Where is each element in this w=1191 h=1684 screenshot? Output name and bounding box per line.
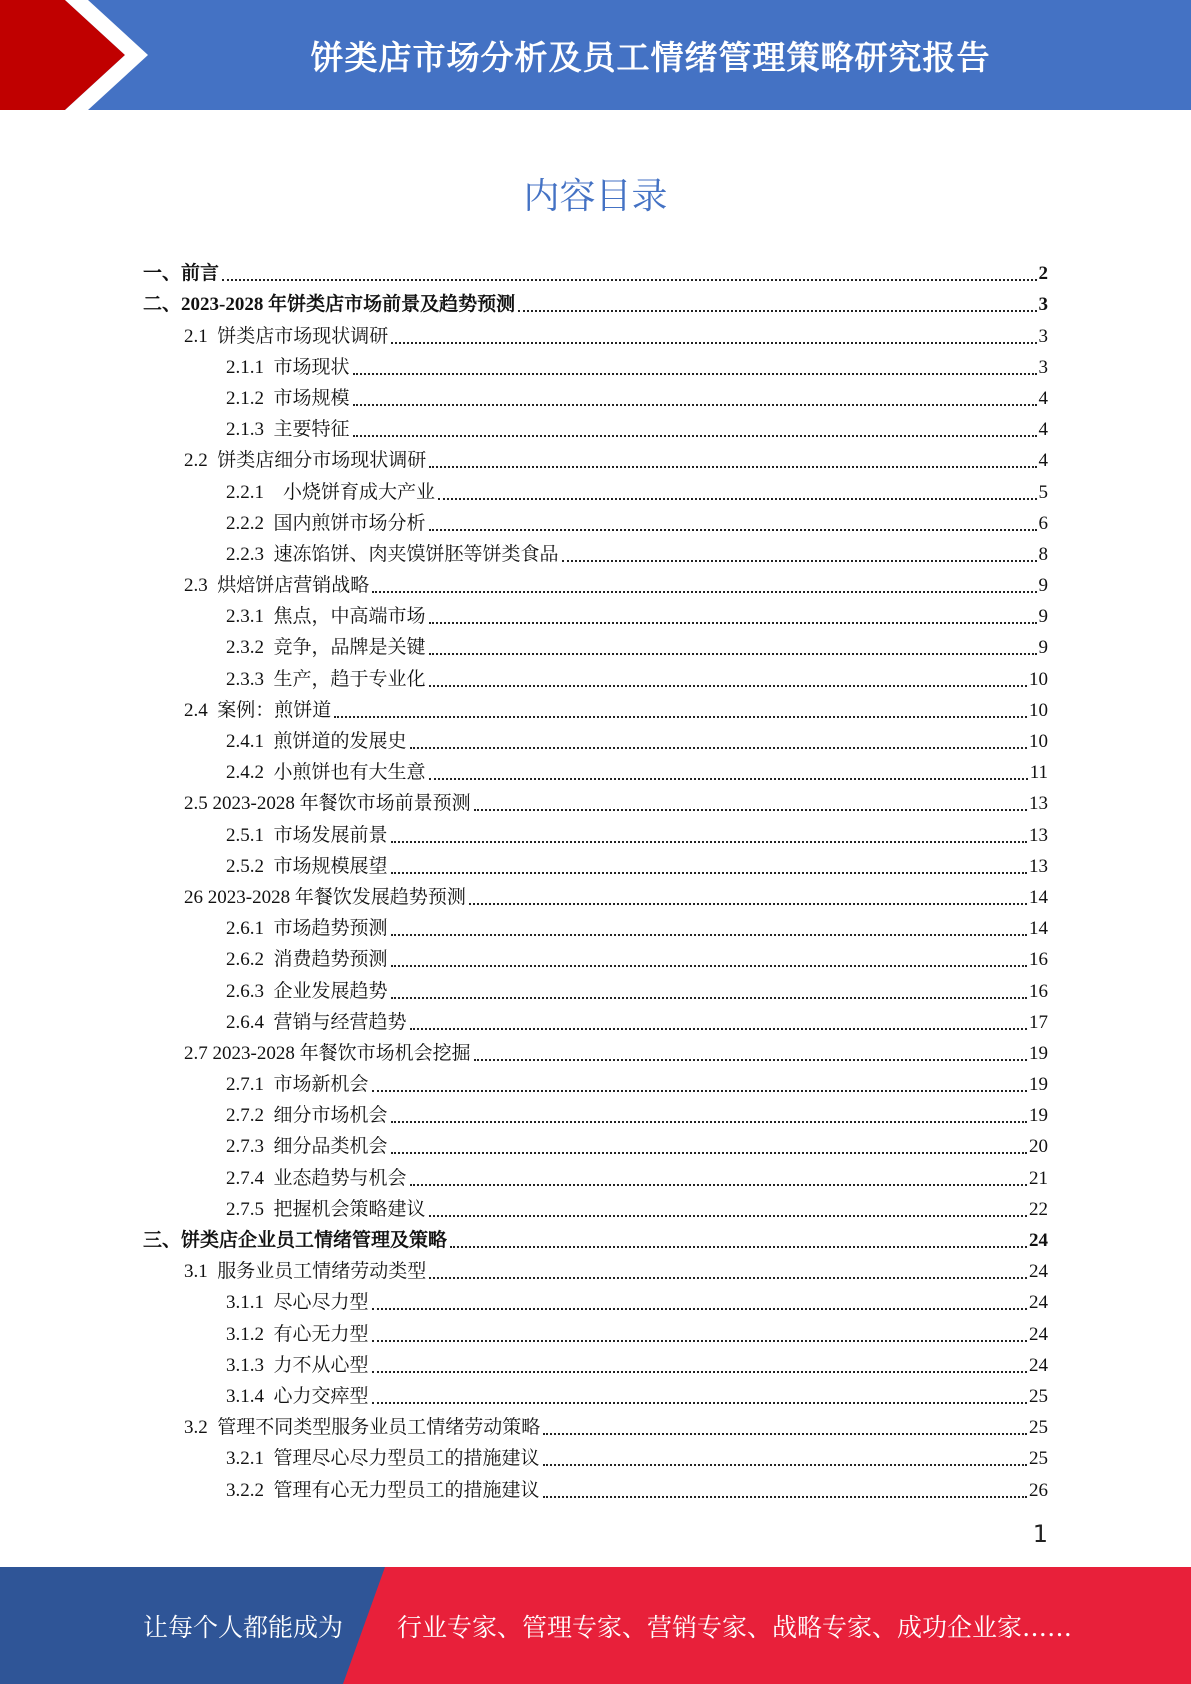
- toc-entry-label: 3.1.3 力不从心型: [226, 1354, 369, 1376]
- toc-entry-label: 2.6.2 消费趋势预测: [226, 949, 388, 971]
- toc-dot-leader: [469, 902, 1027, 905]
- toc-entry-page: 20: [1029, 1136, 1048, 1158]
- toc-entry-page: 3: [1038, 325, 1048, 347]
- footer-slogan-right: 行业专家、管理专家、营销专家、战略专家、成功企业家……: [397, 1612, 1073, 1642]
- toc-entry-page: 16: [1029, 949, 1048, 971]
- toc-entry-page: 8: [1038, 543, 1048, 565]
- toc-entry[interactable]: [143, 879, 1048, 910]
- toc-entry[interactable]: [143, 972, 1048, 1003]
- toc-dot-leader: [391, 964, 1027, 967]
- toc-entry-label: 3.2.1 管理尽心尽力型员工的措施建议: [226, 1448, 540, 1470]
- toc-entry[interactable]: [143, 536, 1048, 567]
- toc-dot-leader: [372, 1089, 1027, 1092]
- toc-entry-page: 14: [1029, 918, 1048, 940]
- toc-heading: 内容目录: [523, 176, 668, 217]
- toc-entry[interactable]: [143, 1097, 1048, 1128]
- table-of-contents: [143, 255, 1048, 1503]
- toc-entry[interactable]: [143, 1222, 1048, 1253]
- toc-dot-leader: [353, 434, 1037, 437]
- toc-entry[interactable]: [143, 848, 1048, 879]
- toc-entry[interactable]: [143, 255, 1048, 286]
- toc-entry-page: 19: [1029, 1074, 1048, 1096]
- toc-entry[interactable]: [143, 910, 1048, 941]
- toc-entry-label: 26 2023-2028 年餐饮发展趋势预测: [184, 886, 466, 908]
- toc-entry-page: 11: [1029, 762, 1048, 784]
- toc-entry[interactable]: [143, 1004, 1048, 1035]
- toc-entry[interactable]: [143, 349, 1048, 380]
- toc-entry-label: 2.5 2023-2028 年餐饮市场前景预测: [184, 793, 471, 815]
- toc-dot-leader: [410, 1027, 1027, 1030]
- toc-dot-leader: [222, 278, 1036, 281]
- toc-entry-label: 2.2.3 速冻馅饼、肉夹馍饼胚等饼类食品: [226, 543, 559, 565]
- toc-entry[interactable]: [143, 1347, 1048, 1378]
- toc-entry[interactable]: [143, 1159, 1048, 1190]
- toc-dot-leader: [391, 341, 1036, 344]
- toc-dot-leader: [474, 808, 1027, 811]
- toc-dot-leader: [391, 1120, 1027, 1123]
- toc-dot-leader: [429, 465, 1036, 468]
- toc-entry[interactable]: [143, 1035, 1048, 1066]
- toc-entry-page: 10: [1029, 699, 1048, 721]
- toc-entry-page: 26: [1029, 1479, 1048, 1501]
- toc-entry[interactable]: [143, 442, 1048, 473]
- toc-entry[interactable]: [143, 505, 1048, 536]
- toc-entry-page: 25: [1029, 1385, 1048, 1407]
- toc-entry-page: 10: [1029, 731, 1048, 752]
- toc-entry-page: 17: [1029, 1011, 1048, 1033]
- toc-entry[interactable]: [143, 598, 1048, 629]
- toc-entry-label: 2.7.3 细分品类机会: [226, 1136, 388, 1158]
- toc-entry-page: 14: [1029, 886, 1048, 908]
- toc-entry-page: 9: [1038, 637, 1048, 659]
- toc-entry[interactable]: [143, 629, 1048, 660]
- toc-entry-label: 2.7.2 细分市场机会: [226, 1105, 388, 1127]
- toc-entry-page: 4: [1038, 450, 1048, 472]
- toc-dot-leader: [391, 996, 1027, 999]
- toc-entry[interactable]: [143, 816, 1048, 847]
- toc-dot-leader: [543, 1432, 1027, 1435]
- toc-entry-label: 2.5.1 市场发展前景: [226, 824, 388, 846]
- toc-dot-leader: [372, 1307, 1027, 1310]
- toc-entry[interactable]: [143, 473, 1048, 504]
- toc-entry[interactable]: [143, 660, 1048, 691]
- toc-dot-leader: [562, 559, 1037, 562]
- toc-dot-leader: [543, 1495, 1027, 1498]
- footer-banner: [0, 1567, 1191, 1684]
- toc-entry-page: 3: [1038, 356, 1048, 378]
- toc-entry-page: 24: [1029, 1323, 1048, 1345]
- toc-entry-label: 2.3.2 竞争，品牌是关键: [226, 637, 426, 659]
- toc-entry-page: 3: [1038, 294, 1048, 316]
- toc-entry-label: 2.5.2 市场规模展望: [226, 855, 388, 877]
- toc-entry-label: 一、前言: [143, 263, 220, 285]
- toc-entry-page: 24: [1029, 1354, 1048, 1376]
- header-arrow-decoration: [0, 0, 150, 110]
- footer-slogan-left: 让每个人都能成为: [143, 1612, 344, 1642]
- toc-entry[interactable]: [143, 941, 1048, 972]
- report-title: 饼类店市场分析及员工情绪管理策略研究报告: [310, 37, 991, 77]
- toc-entry-label: 3.2 管理不同类型服务业员工情绪劳动策略: [184, 1417, 541, 1439]
- toc-entry-page: 13: [1029, 855, 1048, 877]
- toc-entry-label: 2.7.4 业态趋势与机会: [226, 1167, 407, 1189]
- toc-entry[interactable]: [143, 1315, 1048, 1346]
- toc-entry-label: 三、饼类店企业员工情绪管理及策略: [143, 1230, 448, 1251]
- toc-entry-label: 2.4.2 小煎饼也有大生意: [226, 762, 426, 784]
- toc-dot-leader: [391, 871, 1027, 874]
- toc-dot-leader: [429, 652, 1037, 655]
- toc-entry[interactable]: [143, 1471, 1048, 1502]
- toc-entry-page: 19: [1029, 1105, 1048, 1127]
- toc-entry-page: 10: [1029, 668, 1048, 690]
- toc-entry-label: 2.2 饼类店细分市场现状调研: [184, 450, 427, 472]
- toc-entry-page: 13: [1029, 824, 1048, 846]
- toc-dot-leader: [429, 1276, 1027, 1279]
- toc-entry-label: 2.1.1 市场现状: [226, 356, 350, 378]
- toc-dot-leader: [450, 1245, 1027, 1248]
- toc-entry[interactable]: [143, 1378, 1048, 1409]
- toc-entry-page: 24: [1029, 1261, 1048, 1283]
- toc-dot-leader: [429, 684, 1027, 687]
- toc-dot-leader: [372, 1401, 1027, 1404]
- toc-dot-leader: [429, 621, 1037, 624]
- toc-entry-page: 21: [1029, 1167, 1048, 1189]
- toc-entry-label: 二、2023-2028 年饼类店市场前景及趋势预测: [143, 294, 516, 316]
- toc-entry[interactable]: [143, 317, 1048, 348]
- toc-entry-label: 2.2.1 小烧饼育成大产业: [226, 481, 436, 503]
- toc-entry-page: 5: [1038, 481, 1048, 503]
- toc-entry-page: 4: [1038, 387, 1048, 409]
- toc-entry-label: 2.3.1 焦点，中高端市场: [226, 606, 426, 628]
- toc-dot-leader: [353, 403, 1037, 406]
- toc-entry-page: 22: [1029, 1198, 1048, 1220]
- toc-entry-label: 2.1.2 市场规模: [226, 387, 350, 409]
- toc-dot-leader: [391, 840, 1027, 843]
- toc-entry-page: 24: [1029, 1292, 1048, 1314]
- toc-entry-label: 2.7.1 市场新机会: [226, 1074, 369, 1096]
- toc-entry-label: 3.1.4 心力交瘁型: [226, 1385, 369, 1407]
- toc-entry-page: 9: [1038, 606, 1048, 628]
- toc-entry[interactable]: [143, 411, 1048, 442]
- toc-entry[interactable]: [143, 1066, 1048, 1097]
- toc-entry-label: 2.1 饼类店市场现状调研: [184, 325, 389, 347]
- toc-entry-page: 25: [1029, 1417, 1048, 1439]
- toc-entry[interactable]: [143, 567, 1048, 598]
- toc-dot-leader: [410, 746, 1027, 749]
- toc-dot-leader: [334, 715, 1027, 718]
- toc-entry[interactable]: [143, 723, 1048, 754]
- toc-dot-leader: [353, 372, 1037, 375]
- toc-entry-label: 2.2.2 国内煎饼市场分析: [226, 512, 426, 534]
- toc-entry-label: 3.1 服务业员工情绪劳动类型: [184, 1261, 427, 1283]
- toc-entry-page: 13: [1029, 793, 1048, 815]
- toc-entry[interactable]: [143, 692, 1048, 723]
- toc-entry[interactable]: [143, 286, 1048, 317]
- toc-dot-leader: [429, 528, 1037, 531]
- toc-entry[interactable]: [143, 785, 1048, 816]
- toc-entry-label: 2.6.3 企业发展趋势: [226, 980, 388, 1002]
- toc-dot-leader: [391, 933, 1027, 936]
- toc-dot-leader: [372, 1339, 1027, 1342]
- toc-entry[interactable]: [143, 1128, 1048, 1159]
- toc-dot-leader: [474, 1058, 1027, 1061]
- toc-dot-leader: [429, 777, 1028, 780]
- toc-entry[interactable]: [143, 1284, 1048, 1315]
- toc-dot-leader: [438, 497, 1036, 500]
- toc-entry-label: 3.1.2 有心无力型: [226, 1323, 369, 1345]
- page-number: 1: [1032, 1520, 1048, 1548]
- toc-entry-label: 2.7.5 把握机会策略建议: [226, 1198, 426, 1220]
- toc-dot-leader: [543, 1463, 1027, 1466]
- toc-entry[interactable]: [143, 380, 1048, 411]
- toc-entry[interactable]: [143, 1253, 1048, 1284]
- toc-dot-leader: [391, 1151, 1027, 1154]
- toc-entry[interactable]: [143, 1409, 1048, 1440]
- toc-entry-label: 3.1.1 尽心尽力型: [226, 1292, 369, 1314]
- toc-entry-label: 3.2.2 管理有心无力型员工的措施建议: [226, 1479, 540, 1501]
- toc-entry-page: 24: [1029, 1230, 1048, 1251]
- toc-entry-label: 2.1.3 主要特征: [226, 419, 350, 441]
- toc-entry-page: 4: [1038, 419, 1048, 441]
- toc-dot-leader: [429, 1214, 1027, 1217]
- toc-entry-label: 2.4.1 煎饼道的发展史: [226, 731, 407, 752]
- toc-dot-leader: [372, 590, 1036, 593]
- toc-dot-leader: [518, 309, 1036, 312]
- toc-entry-label: 2.6.4 营销与经营趋势: [226, 1011, 407, 1033]
- toc-entry-label: 2.3.3 生产，趋于专业化: [226, 668, 426, 690]
- toc-entry-page: 2: [1038, 263, 1048, 285]
- toc-entry-page: 6: [1038, 512, 1048, 534]
- toc-dot-leader: [410, 1183, 1027, 1186]
- toc-entry[interactable]: [143, 1191, 1048, 1222]
- toc-entry-page: 25: [1029, 1448, 1048, 1470]
- toc-entry-label: 2.7 2023-2028 年餐饮市场机会挖掘: [184, 1042, 471, 1064]
- toc-entry-label: 2.3 烘焙饼店营销战略: [184, 575, 370, 597]
- toc-entry-page: 19: [1029, 1042, 1048, 1064]
- toc-entry[interactable]: [143, 1440, 1048, 1471]
- toc-entry-page: 16: [1029, 980, 1048, 1002]
- toc-entry-page: 9: [1038, 575, 1048, 597]
- toc-dot-leader: [372, 1370, 1027, 1373]
- toc-entry[interactable]: [143, 754, 1048, 785]
- toc-entry-label: 2.4 案例：煎饼道: [184, 699, 332, 721]
- toc-entry-label: 2.6.1 市场趋势预测: [226, 918, 388, 940]
